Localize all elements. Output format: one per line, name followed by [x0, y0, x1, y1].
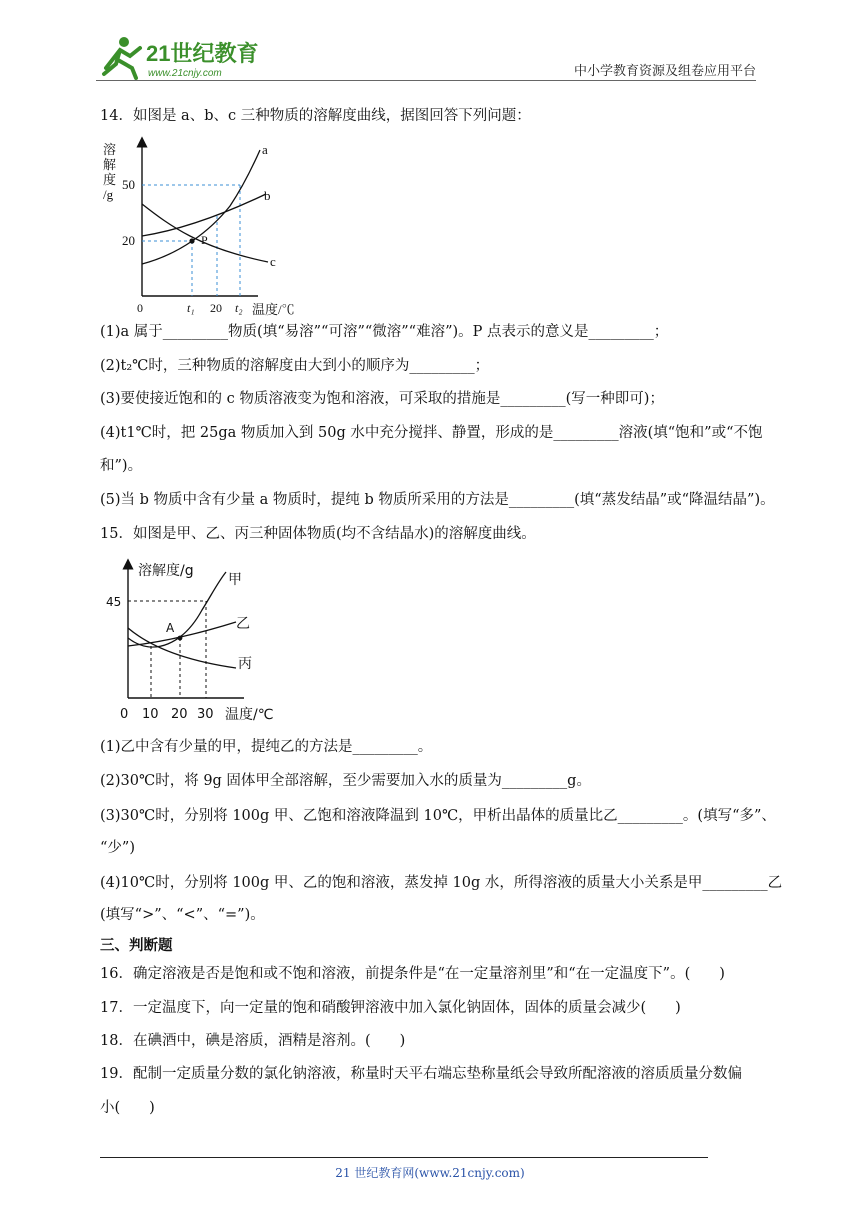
- q14-ylabel-1: 溶: [103, 142, 117, 157]
- q14-line-3: (3)要使接近饱和的 c 物质溶液变为饱和溶液，可采取的措施是_________(写一种即可)；: [100, 391, 664, 407]
- q15-xlabel: 温度/℃: [225, 707, 274, 723]
- q14-stem: 14．如图是 a、b、c 三种物质的溶解度曲线，据图回答下列问题：: [100, 108, 531, 124]
- q14-ytick-20: 20: [122, 233, 135, 248]
- header-platform-text: 中小学教育资源及组卷应用平台: [573, 64, 756, 79]
- q15-label-yi: 乙: [236, 616, 250, 632]
- q15-label-a: A: [166, 621, 175, 635]
- q14-xtick-t1: t₁: [187, 301, 195, 315]
- q15-ylabel: 溶解度/g: [138, 563, 194, 579]
- q15-point-a: [178, 636, 183, 641]
- q14-xlabel: 温度/℃: [252, 302, 295, 317]
- q14-ylabel-3: 度: [103, 172, 117, 187]
- q15-line-4: “少”): [100, 840, 135, 856]
- logo-title: 21世纪教育: [146, 41, 259, 66]
- footer-divider: [100, 1157, 708, 1158]
- q15-ytick-45: 45: [106, 595, 122, 609]
- q15-curve-jia: [128, 572, 226, 647]
- q15-curve-yi: [128, 622, 236, 646]
- q14-label-c: c: [270, 254, 276, 269]
- footer-text: 21 世纪教育网(www.21cnjy.com): [335, 1166, 525, 1180]
- q17-text: 17．一定温度下，向一定量的饱和硝酸钾溶液中加入氯化钠固体，固体的质量会减少( ): [100, 1000, 681, 1016]
- q15-line-3: (3)30℃时，分别将 100g 甲、乙饱和溶液降温到 10℃，甲析出晶体的质量比乙_________。(填写“多”、: [100, 808, 776, 824]
- q15-xtick-20: 20: [171, 707, 188, 722]
- q15-xtick-30: 30: [197, 707, 214, 722]
- site-logo: [96, 34, 266, 80]
- q14-line-2: (2)t₂℃时，三种物质的溶解度由大到小的顺序为_________；: [100, 358, 490, 374]
- q19-text-1: 19．配制一定质量分数的氯化钠溶液，称量时天平右端忘垫称量纸会导致所配溶液的溶质质量分数偏: [100, 1066, 742, 1082]
- q14-line-4: (4)t1℃时，把 25ga 物质加入到 50g 水中充分搅拌、静置，形成的是_________溶液(填“饱和”或“不饱: [100, 425, 763, 441]
- q15-line-5: (4)10℃时，分别将 100g 甲、乙的饱和溶液，蒸发掉 10g 水，所得溶液的质量大小关系是甲_________乙: [100, 875, 783, 891]
- q15-solubility-chart: [104, 558, 284, 726]
- q15-xtick-0: 0: [120, 707, 129, 722]
- q16-text: 16．确定溶液是否是饱和或不饱和溶液，前提条件是“在一定量溶剂里”和“在一定温度下”。( ): [100, 966, 725, 982]
- q14-label-a: a: [262, 142, 268, 157]
- q14-curve-b: [142, 194, 266, 236]
- q15-line-1: (1)乙中含有少量的甲，提纯乙的方法是_________。: [100, 739, 433, 755]
- q14-xtick-t2: t₂: [235, 301, 243, 315]
- q14-ylabel-4: /g: [103, 187, 114, 202]
- q15-curve-bing: [128, 628, 236, 668]
- q19-text-2: 小( ): [100, 1100, 155, 1116]
- logo-url: www.21cnjy.com: [148, 68, 222, 79]
- q14-xtick-20: 20: [210, 301, 222, 315]
- header-divider: [96, 80, 756, 81]
- q14-line-5: 和”)。: [100, 458, 143, 474]
- q18-text: 18．在碘酒中，碘是溶质，酒精是溶剂。( ): [100, 1033, 406, 1049]
- q14-label-p: P: [201, 233, 208, 247]
- q15-line-6: (填写“>”、“<”、“=”)。: [100, 907, 265, 923]
- q14-line-1: (1)a 属于_________物质(填“易溶”“可溶”“微溶”“难溶”)。P 点表示的意义是_________；: [100, 324, 669, 340]
- q14-ylabel-2: 解: [103, 157, 117, 172]
- q14-label-b: b: [264, 188, 271, 203]
- q14-solubility-chart: [100, 136, 320, 317]
- q14-ytick-50: 50: [122, 177, 135, 192]
- q15-label-jia: 甲: [228, 572, 242, 588]
- q14-xtick-0: 0: [137, 301, 143, 315]
- q15-xtick-10: 10: [142, 707, 159, 722]
- q15-line-2: (2)30℃时，将 9g 固体甲全部溶解，至少需要加入水的质量为_________g。: [100, 773, 591, 789]
- runner-icon: [104, 37, 140, 78]
- q14-line-6: (5)当 b 物质中含有少量 a 物质时，提纯 b 物质所采用的方法是_________(填“蒸发结晶”或“降温结晶”)。: [100, 492, 775, 508]
- section-3-title: 三、判断题: [100, 937, 173, 954]
- q15-stem: 15．如图是甲、乙、丙三种固体物质(均不含结晶水)的溶解度曲线。: [100, 526, 536, 542]
- q15-guide-lines: [128, 601, 206, 698]
- q14-point-p: [189, 238, 194, 243]
- q15-label-bing: 丙: [238, 656, 252, 672]
